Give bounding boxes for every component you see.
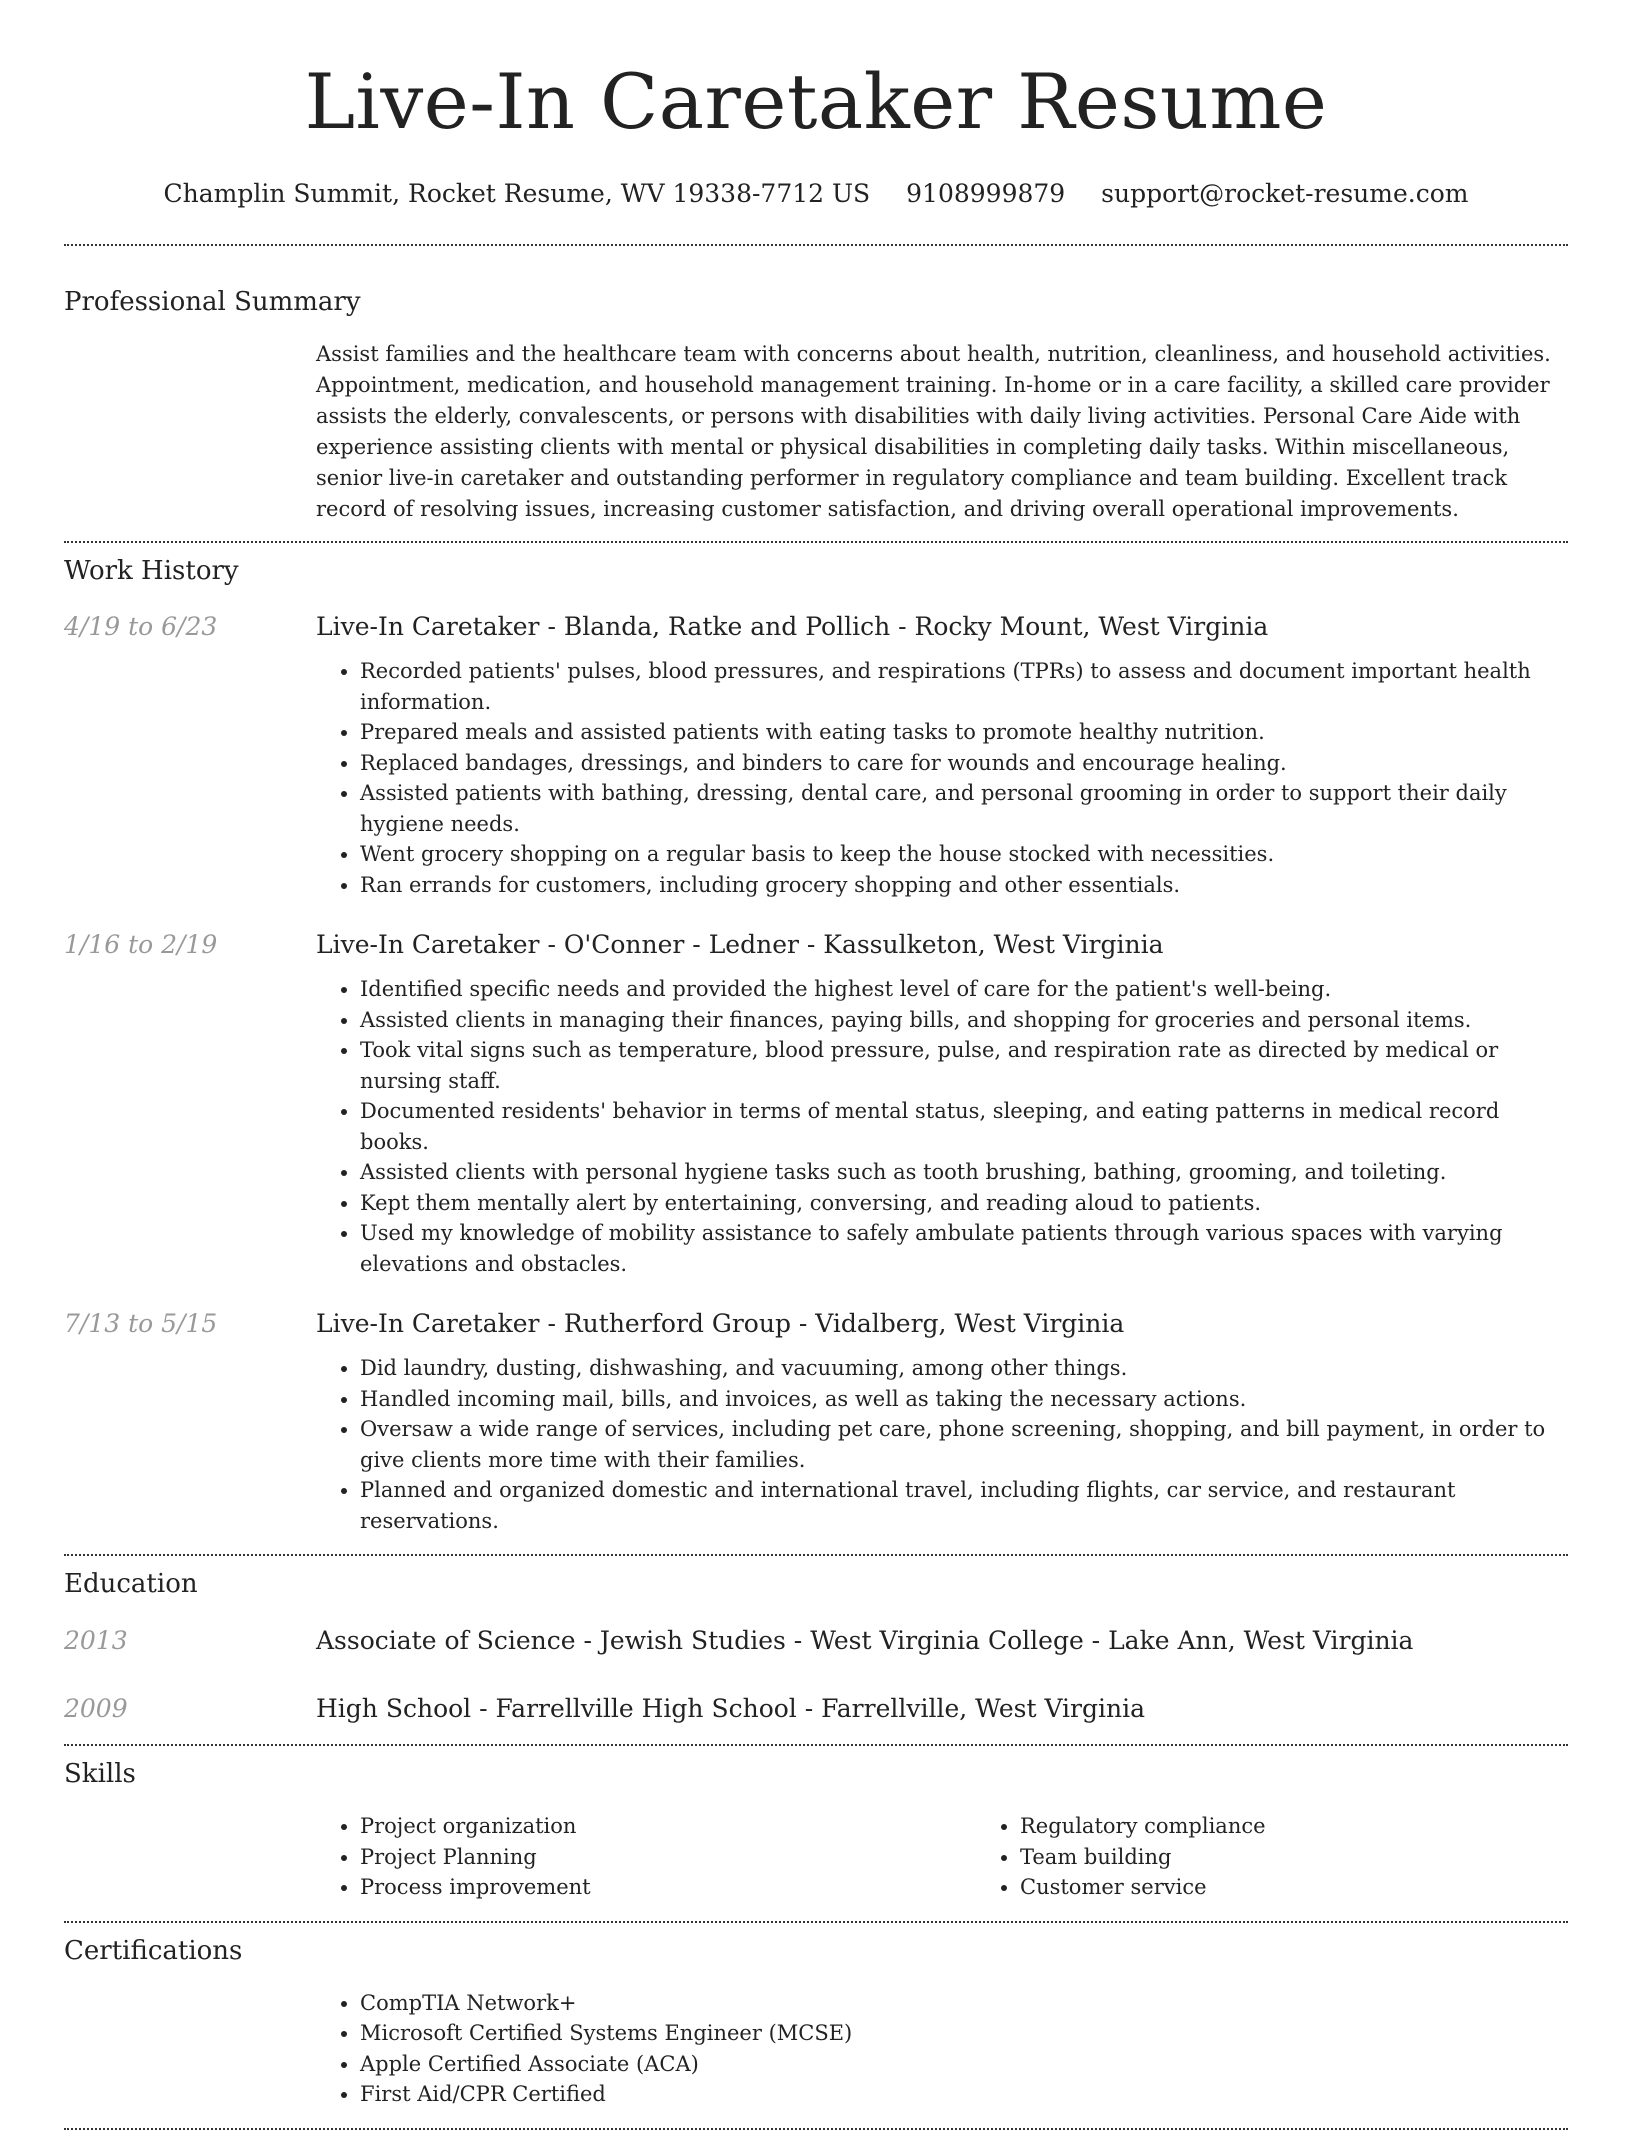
skills-row xyxy=(64,1811,1568,1903)
list-item: • Documented residents' behavior in terms of mental status, sleeping, and eating patterns in medical record books. xyxy=(360,1096,1568,1157)
job-title: Live-In Caretaker - O'Conner - Ledner - Kassulketon, West Virginia xyxy=(316,930,1164,959)
list-item: • Used my knowledge of mobility assistance to safely ambulate patients through various spaces with varying elevations and obstacles. xyxy=(360,1218,1568,1279)
list-item: • Project organization xyxy=(360,1811,976,1842)
job-title: Live-In Caretaker - Rutherford Group - Vidalberg, West Virginia xyxy=(316,1309,1125,1338)
job-dates: 4/19 to 6/23 xyxy=(64,612,218,641)
education-text: Associate of Science - Jewish Studies - West Virginia College - Lake Ann, West Virginia xyxy=(316,1626,1414,1655)
list-item: • Assisted clients with personal hygiene tasks such as tooth brushing, bathing, grooming, and toileting. xyxy=(360,1157,1568,1188)
education-entry xyxy=(64,1624,1568,1658)
education-year: 2009 xyxy=(64,1694,128,1723)
list-item: • Replaced bandages, dressings, and binders to care for wounds and encourage healing. xyxy=(360,748,1568,779)
list-item: • Went grocery shopping on a regular basis to keep the house stocked with necessities. xyxy=(360,839,1568,870)
list-item: • Ran errands for customers, including grocery shopping and other essentials. xyxy=(360,870,1568,901)
list-item: • Did laundry, dusting, dishwashing, and vacuuming, among other things. xyxy=(360,1353,1568,1384)
list-item: • Identified specific needs and provided the highest level of care for the patient's well-being. xyxy=(360,974,1568,1005)
list-item: • Customer service xyxy=(1020,1872,1632,1903)
divider xyxy=(64,2128,1568,2130)
divider xyxy=(64,541,1568,543)
list-item: • Handled incoming mail, bills, and invoices, as well as taking the necessary actions. xyxy=(360,1384,1568,1415)
education-text: High School - Farrellville High School - Farrellville, West Virginia xyxy=(316,1694,1146,1723)
list-item: • Microsoft Certified Systems Engineer (MCSE) xyxy=(360,2018,1568,2049)
summary-row xyxy=(64,339,1568,525)
list-item: • First Aid/CPR Certified xyxy=(360,2079,1568,2110)
section-title-skills: Skills xyxy=(64,1759,136,1789)
summary-text: Assist families and the healthcare team with concerns about health, nutrition, cleanliness, and household activities. Appointment, medication, and household management training. In-home or in a care facility, a skilled care provider assists the elderly, convalescents, or persons with disabilities with daily living activities. Personal Care Aide with experience assisting clients with mental or physical disabilities in completing daily tasks. Within miscellaneous, senior live-in caretaker and outstanding performer in regulatory compliance and team building. Excellent track record of resolving issues, increasing customer satisfaction, and driving overall operational improvements. xyxy=(316,342,1551,521)
list-item: • Planned and organized domestic and international travel, including flights, car service, and restaurant reservations. xyxy=(360,1475,1568,1536)
section-title-certifications: Certifications xyxy=(64,1935,243,1966)
list-item: • Prepared meals and assisted patients with eating tasks to promote healthy nutrition. xyxy=(360,717,1568,748)
divider xyxy=(64,1744,1568,1746)
list-item: • Took vital signs such as temperature, blood pressure, pulse, and respiration rate as directed by medical or nursing staff. xyxy=(360,1035,1568,1096)
list-item: • Project Planning xyxy=(360,1842,976,1873)
contact-phone: 9108999879 xyxy=(906,179,1066,208)
contact-email: support@rocket-resume.com xyxy=(1101,179,1469,208)
job-bullets xyxy=(316,656,1568,900)
section-title-education: Education xyxy=(64,1569,198,1599)
list-item: • Assisted patients with bathing, dressing, dental care, and personal grooming in order to support their daily hygiene needs. xyxy=(360,778,1568,839)
list-item: • Process improvement xyxy=(360,1872,976,1903)
job-bullets xyxy=(316,1353,1568,1536)
contact-line xyxy=(64,176,1568,212)
divider xyxy=(64,244,1568,246)
skills-list-left xyxy=(316,1811,976,1903)
job-dates: 7/13 to 5/15 xyxy=(64,1309,218,1338)
education-year: 2013 xyxy=(64,1626,128,1655)
list-item: • Apple Certified Associate (ACA) xyxy=(360,2049,1568,2080)
job-entry xyxy=(64,928,1568,1279)
list-item: • Oversaw a wide range of services, including pet care, phone screening, shopping, and bill payment, in order to give clients more time with their families. xyxy=(360,1414,1568,1475)
job-entry xyxy=(64,1307,1568,1536)
job-title: Live-In Caretaker - Blanda, Ratke and Pollich - Rocky Mount, West Virginia xyxy=(316,612,1269,641)
job-dates: 1/16 to 2/19 xyxy=(64,930,218,959)
divider xyxy=(64,1921,1568,1923)
list-item: • Assisted clients in managing their finances, paying bills, and shopping for groceries and personal items. xyxy=(360,1005,1568,1036)
list-item: • Recorded patients' pulses, blood pressures, and respirations (TPRs) to assess and document important health information. xyxy=(360,656,1568,717)
list-item: • Regulatory compliance xyxy=(1020,1811,1632,1842)
certifications-list xyxy=(316,1988,1568,2110)
contact-address: Champlin Summit, Rocket Resume, WV 19338-7712 US xyxy=(163,179,871,208)
certifications-row xyxy=(64,1988,1568,2110)
job-entry xyxy=(64,610,1568,900)
job-bullets xyxy=(316,974,1568,1279)
resume-title: Live-In Caretaker Resume xyxy=(304,57,1328,146)
education-entry xyxy=(64,1692,1568,1726)
divider xyxy=(64,1554,1568,1556)
skills-list-right xyxy=(976,1811,1632,1903)
list-item: • Kept them mentally alert by entertaining, conversing, and reading aloud to patients. xyxy=(360,1188,1568,1219)
section-title-work-history: Work History xyxy=(64,556,239,586)
section-title-summary: Professional Summary xyxy=(64,287,361,317)
list-item: • Team building xyxy=(1020,1842,1632,1873)
list-item: • CompTIA Network+ xyxy=(360,1988,1568,2019)
